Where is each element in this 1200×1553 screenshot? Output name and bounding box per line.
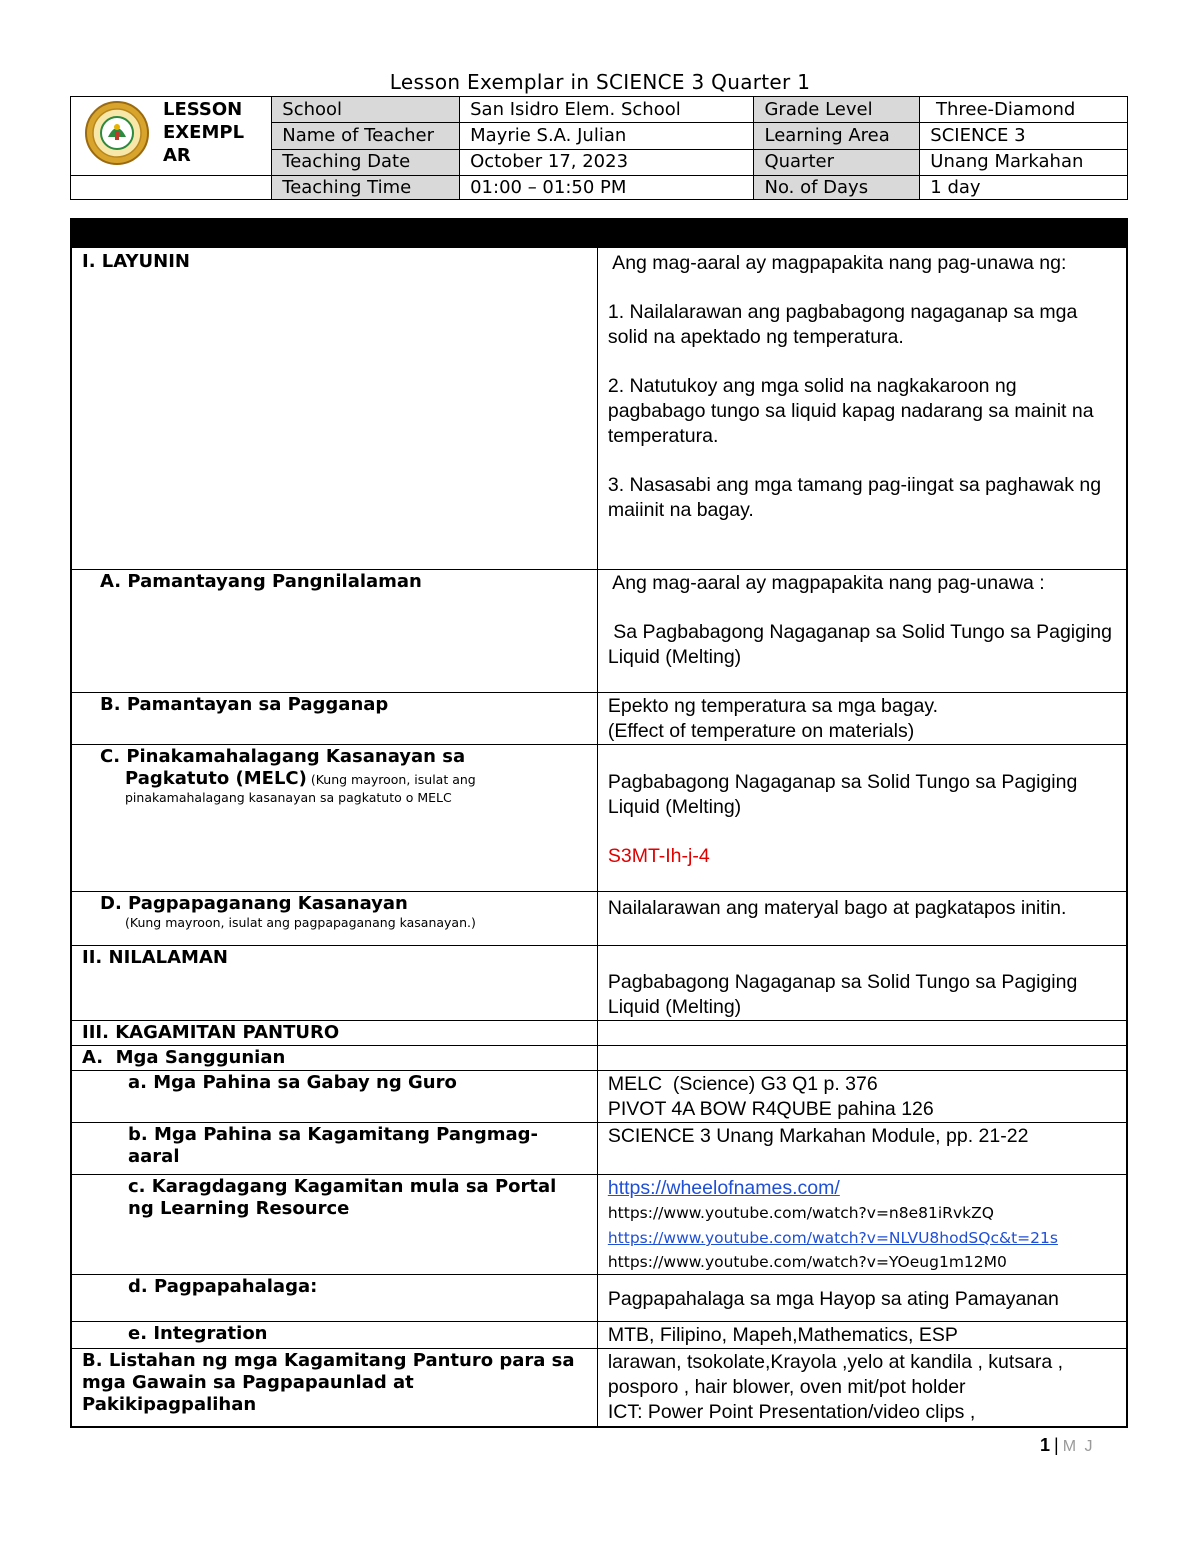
pagpapaganang-content: Nailalarawan ang materyal bago at pagkatapos initin. <box>597 892 1127 946</box>
blank-cell <box>71 176 272 200</box>
page-footer <box>1040 1435 1094 1456</box>
document-title: Lesson Exemplar in SCIENCE 3 Quarter 1 <box>389 70 811 94</box>
table-row <box>71 1046 1127 1071</box>
lesson-label-line: EXEMPL <box>163 122 245 143</box>
objective-item: 3. Nasasabi ang mga tamang pag-iingat sa paghawak ng maiinit na bagay. <box>607 474 1102 521</box>
table-row <box>71 1175 1127 1275</box>
listahan-line: ICT: Power Point Presentation/video clips , <box>607 1401 976 1423</box>
teaching-time-label: Teaching Time <box>272 176 460 200</box>
table-row <box>71 1021 1127 1046</box>
pamantayang-label: A. Pamantayang Pangnilalaman <box>71 570 597 693</box>
learning-area-label: Learning Area <box>754 123 920 149</box>
melc-content <box>597 745 1127 892</box>
nilalaman-content: Pagbabagong Nagaganap sa Solid Tungo sa Pagiging Liquid (Melting) <box>597 946 1127 1021</box>
gabay-line: MELC (Science) G3 Q1 p. 376 <box>607 1073 878 1095</box>
karagdagang-label: c. Karagdagang Kagamitan mula sa Portal ng Learning Resource <box>71 1175 597 1275</box>
sanggunian-label: A. Mga Sanggunian <box>71 1046 597 1071</box>
melc-label-line: C. Pinakamahalagang Kasanayan sa <box>100 746 466 767</box>
pamantayang-line: Ang mag-aaral ay magpapakita nang pag-unawa : <box>607 572 1045 594</box>
listahan-line: larawan, tsokolate,Krayola ,yelo at kandila , kutsara , posporo , hair blower, oven mit/pot holder <box>607 1351 1064 1398</box>
listahan-content <box>597 1349 1127 1427</box>
gabay-content <box>597 1071 1127 1123</box>
header-table <box>70 96 1128 200</box>
table-row <box>71 892 1127 946</box>
pagpapaganang-title: D. Pagpapaganang Kasanayan <box>100 893 408 914</box>
table-row <box>71 570 1127 693</box>
lesson-label-line: LESSON <box>163 99 243 120</box>
teaching-date-label: Teaching Date <box>272 149 460 175</box>
nilalaman-label: II. NILALAMAN <box>71 946 597 1021</box>
school-label: School <box>272 97 460 123</box>
layunin-intro: Ang mag-aaral ay magpapakita nang pag-unawa ng: <box>607 252 1067 274</box>
table-row <box>71 946 1127 1021</box>
table-row <box>71 1123 1127 1175</box>
melc-line: Pagbabagong Nagaganap sa Solid Tungo sa Pagiging Liquid (Melting) <box>607 771 1078 818</box>
youtube-url-text: https://www.youtube.com/watch?v=YOeug1m12M0 <box>607 1253 1007 1271</box>
lesson-plan-table <box>70 218 1128 1428</box>
table-row <box>71 1322 1127 1349</box>
wheelofnames-link[interactable]: https://wheelofnames.com/ <box>607 1177 840 1199</box>
integration-content: MTB, Filipino, Mapeh,Mathematics, ESP <box>597 1322 1127 1349</box>
table-row <box>71 1071 1127 1123</box>
lesson-label-line: AR <box>163 145 191 166</box>
table-row <box>71 693 1127 745</box>
teacher-value: Mayrie S.A. Julian <box>460 123 754 149</box>
teaching-time-value: 01:00 – 01:50 PM <box>460 176 754 200</box>
pamantayang-line: Sa Pagbabagong Nagaganap sa Solid Tungo sa Pagiging Liquid (Melting) <box>607 621 1118 668</box>
pagpapaganang-note: (Kung mayroon, isulat ang pagpapaganang kasanayan.) <box>125 915 476 930</box>
quarter-label: Quarter <box>754 149 920 175</box>
pangmag-label: b. Mga Pahina sa Kagamitang Pangmag-aaral <box>71 1123 597 1175</box>
melc-label <box>71 745 597 892</box>
melc-code: S3MT-Ih-j-4 <box>607 845 710 867</box>
layunin-label: I. LAYUNIN <box>71 248 597 570</box>
layunin-content <box>597 248 1127 570</box>
table-row <box>71 745 1127 892</box>
teaching-date-value: October 17, 2023 <box>460 149 754 175</box>
melc-label-line: Pagkatuto (MELC) <box>125 768 307 789</box>
teacher-label: Name of Teacher <box>272 123 460 149</box>
table-row <box>71 1275 1127 1322</box>
page-number: 1 <box>1040 1435 1051 1455</box>
objective-item: 2. Natutukoy ang mga solid na nagkakaroon ng pagbabago tungo sa liquid kapag nadarang sa mainit na temperatura. <box>607 375 1094 447</box>
gabay-line: PIVOT 4A BOW R4QUBE pahina 126 <box>607 1098 934 1120</box>
footer-initials: M J <box>1062 1438 1095 1455</box>
pagpapahalaga-label: d. Pagpapahalaga: <box>71 1275 597 1322</box>
integration-label: e. Integration <box>71 1322 597 1349</box>
pagganap-line: (Effect of temperature on materials) <box>607 720 915 742</box>
listahan-label: B. Listahan ng mga Kagamitang Panturo para sa mga Gawain sa Pagpapaunlad at Pakikipagpalihan <box>71 1349 597 1427</box>
pamantayang-content <box>597 570 1127 693</box>
school-value: San Isidro Elem. School <box>460 97 754 123</box>
table-row <box>71 248 1127 570</box>
pagpapaganang-label <box>71 892 597 946</box>
footer-separator: | <box>1054 1435 1059 1455</box>
days-value: 1 day <box>920 176 1128 200</box>
youtube-url-text: https://www.youtube.com/watch?v=n8e81iRvkZQ <box>607 1204 994 1222</box>
kagamitan-label: III. KAGAMITAN PANTURO <box>71 1021 597 1046</box>
lesson-exemplar-label <box>163 97 272 176</box>
gabay-label: a. Mga Pahina sa Gabay ng Guro <box>71 1071 597 1123</box>
pagpapahalaga-content: Pagpapahalaga sa mga Hayop sa ating Pamayanan <box>597 1275 1127 1322</box>
empty-cell <box>597 1021 1127 1046</box>
objective-item: 1. Nailalarawan ang pagbabagong nagaganap sa mga solid na apektado ng temperatura. <box>607 301 1078 348</box>
pagganap-label: B. Pamantayan sa Pagganap <box>71 693 597 745</box>
grade-level-value: Three-Diamond <box>920 97 1128 123</box>
school-seal-icon <box>71 97 163 169</box>
pagganap-line: Epekto ng temperatura sa mga bagay. <box>607 695 939 717</box>
melc-note: pinakamahalagang kasanayan sa pagkatuto o MELC <box>125 790 452 805</box>
logo-cell <box>71 97 164 176</box>
pagganap-content <box>597 693 1127 745</box>
empty-cell <box>597 1046 1127 1071</box>
quarter-value: Unang Markahan <box>920 149 1128 175</box>
table-header-bar <box>71 219 1127 248</box>
days-label: No. of Days <box>754 176 920 200</box>
pangmag-content: SCIENCE 3 Unang Markahan Module, pp. 21-22 <box>597 1123 1127 1175</box>
youtube-link[interactable]: https://www.youtube.com/watch?v=NLVU8hodSQc&t=21s <box>607 1229 1058 1247</box>
melc-note: (Kung mayroon, isulat ang <box>306 772 476 787</box>
karagdagang-content <box>597 1175 1127 1275</box>
table-row <box>71 1349 1127 1427</box>
grade-level-label: Grade Level <box>754 97 920 123</box>
learning-area-value: SCIENCE 3 <box>920 123 1128 149</box>
